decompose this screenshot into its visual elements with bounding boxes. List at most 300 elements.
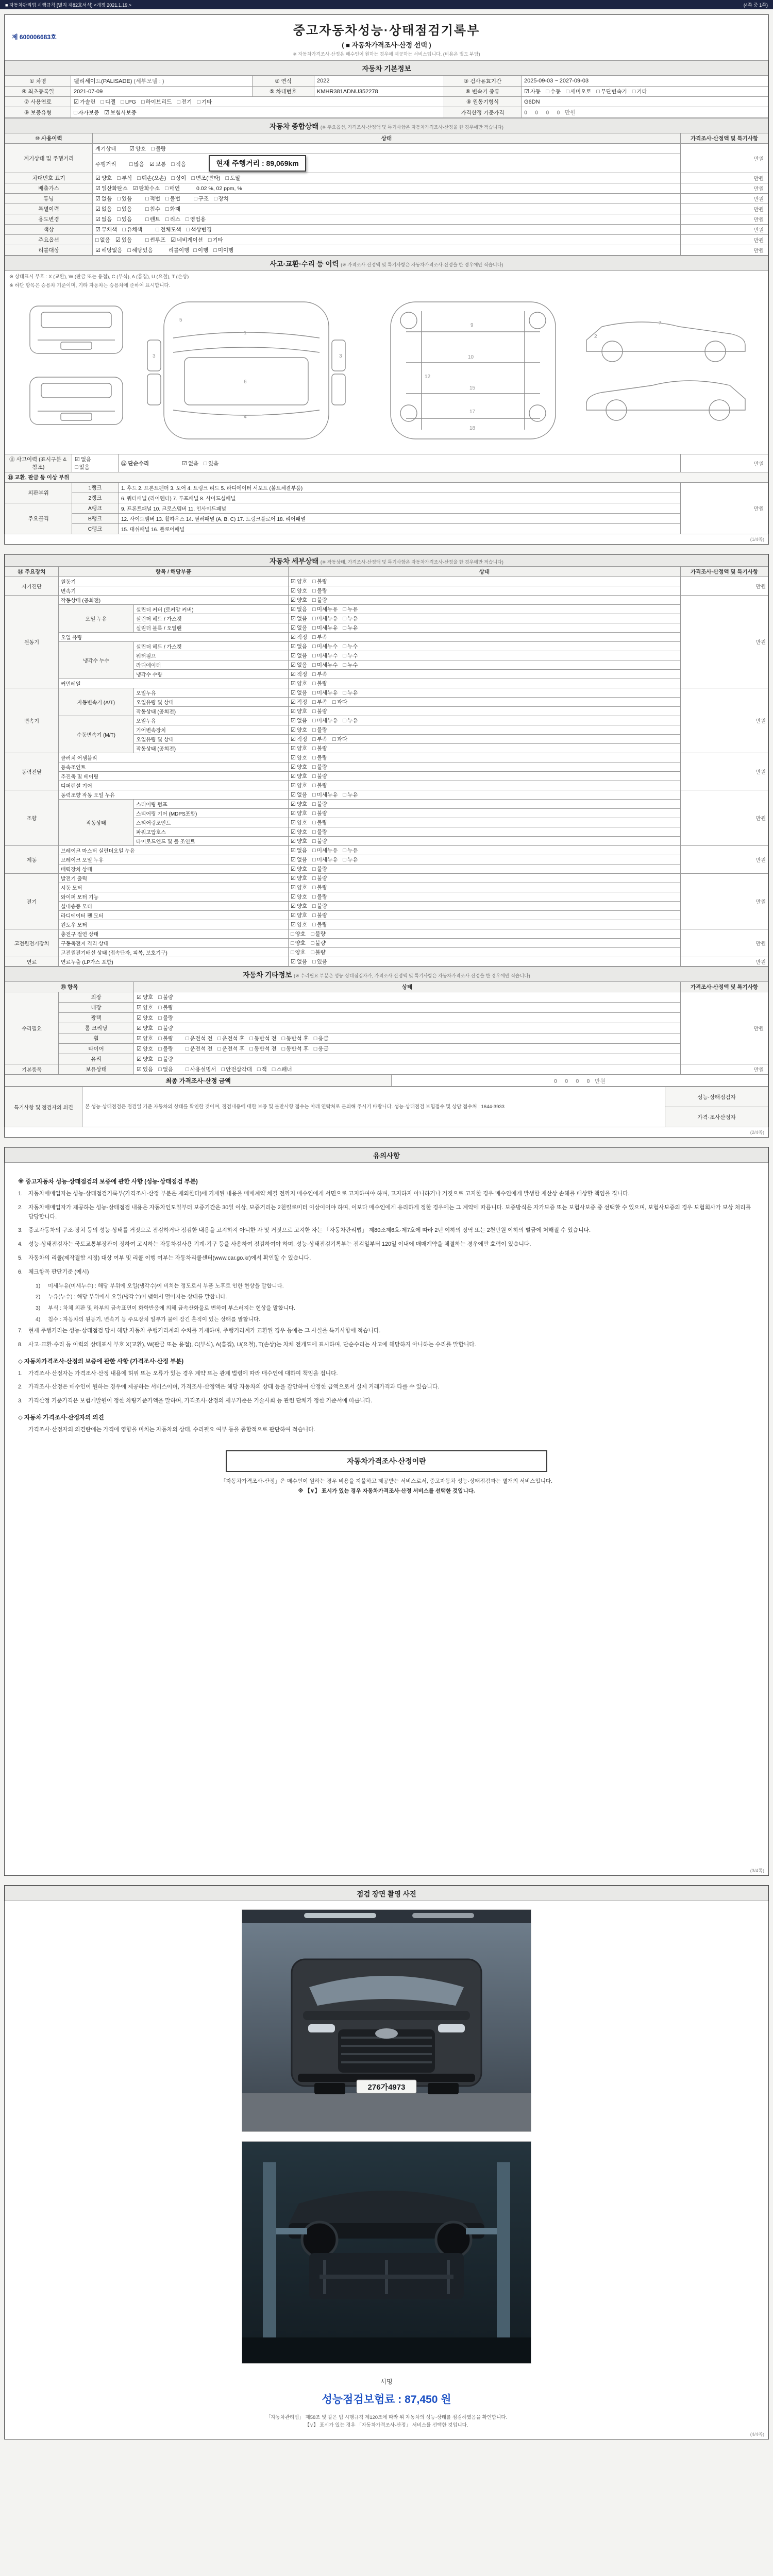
checkbox-option[interactable] [311, 948, 326, 956]
checked-box-icon: ☑ [291, 829, 296, 835]
device-group-label: 자기진단 [5, 577, 59, 596]
checkbox-option[interactable] [291, 874, 307, 882]
device-item: 오일누유 [134, 716, 289, 725]
checkbox-label: 누수 [347, 662, 358, 668]
device-sub-label: 냉각수 누수 [59, 642, 134, 679]
checkbox-option[interactable] [546, 88, 561, 95]
checkbox-option[interactable] [291, 930, 306, 938]
checkbox-option[interactable] [95, 174, 112, 182]
etc-row [5, 1054, 768, 1064]
checkbox-option[interactable] [291, 809, 307, 817]
recall-perform-label: 리콜이행 [168, 247, 190, 253]
checkbox-option[interactable] [158, 1065, 173, 1073]
checkbox-option[interactable] [291, 605, 307, 613]
checkbox-option[interactable] [312, 856, 338, 863]
checkbox-option[interactable] [291, 735, 307, 743]
checkbox-option[interactable] [312, 921, 327, 928]
overall-row [5, 245, 768, 256]
price-survey-select[interactable]: ( ■ 자동차가격조사·산정 선택 ) [342, 41, 431, 49]
checkbox-option[interactable] [311, 939, 326, 947]
checkbox-option[interactable] [177, 98, 192, 106]
checkbox-label: 양호 [101, 175, 112, 181]
checkbox-option[interactable] [291, 754, 307, 761]
checkbox-option[interactable] [191, 174, 220, 182]
checkbox-option[interactable] [291, 698, 307, 706]
checkbox-option[interactable] [291, 615, 307, 622]
rank-label: A랭크 [72, 503, 119, 514]
checkbox-option[interactable] [95, 205, 112, 213]
checked-box-icon: ☑ [291, 885, 296, 891]
checkbox-option[interactable] [291, 893, 307, 901]
checkbox-option[interactable] [343, 791, 358, 799]
checkbox-option[interactable] [145, 236, 165, 244]
checkbox-label: 없음 [296, 848, 308, 854]
checkbox-label: 동반석 후 [286, 1046, 309, 1052]
checkbox-option[interactable] [343, 642, 358, 650]
checkbox-option[interactable] [74, 109, 99, 116]
checkbox-label: 불량 [315, 940, 326, 946]
checkbox-label: 침수 [149, 206, 161, 212]
checkbox-option[interactable] [291, 587, 307, 595]
checkbox-option[interactable] [197, 98, 212, 106]
checkbox-option[interactable] [291, 689, 307, 697]
checkbox-option[interactable] [182, 460, 198, 467]
checkbox-option[interactable] [312, 893, 327, 901]
status-cell [134, 1013, 681, 1023]
checkbox-label: 양호 [142, 1036, 154, 1042]
device-item: 브레이크 마스터 실린더오일 누유 [59, 846, 289, 855]
empty-box-icon: □ [257, 1066, 261, 1073]
checked-box-icon: ☑ [95, 175, 100, 181]
col-status: 상태 [134, 982, 681, 992]
checkbox-option[interactable] [312, 865, 327, 873]
accident-history-table [5, 256, 768, 534]
status-cell [289, 772, 681, 781]
checkbox-label: 미세누수 [316, 653, 338, 659]
checkbox-option[interactable] [291, 865, 307, 873]
empty-box-icon: □ [312, 718, 316, 724]
checkbox-label: 양호 [142, 1005, 154, 1011]
checkbox-option[interactable] [291, 726, 307, 734]
checkbox-option[interactable] [121, 99, 136, 105]
checked-box-icon: ☑ [291, 783, 296, 789]
checkbox-option[interactable] [117, 205, 132, 213]
checkbox-label: 없음 [99, 237, 110, 243]
checkbox-option[interactable] [343, 856, 358, 863]
checkbox-option[interactable] [312, 605, 338, 613]
checkbox-option[interactable] [75, 463, 90, 471]
checkbox-label: 누유 [347, 718, 358, 724]
checkbox-option[interactable] [291, 911, 307, 919]
device-item: 디퍼렌셜 기어 [59, 781, 289, 790]
checkbox-option[interactable] [312, 726, 327, 734]
checkbox-option[interactable] [312, 958, 327, 965]
checkbox-option[interactable] [291, 596, 307, 604]
checkbox-label: 없음 [296, 857, 308, 863]
checkbox-option[interactable] [291, 642, 307, 650]
checkbox-label: 무채색 [101, 227, 117, 233]
checkbox-option[interactable] [291, 800, 307, 808]
checkbox-option[interactable] [222, 1065, 252, 1073]
usage-history-label: 특별이력 [5, 204, 93, 214]
checkbox-option[interactable] [158, 1035, 173, 1042]
rank-items: 9. 프론트패널 10. 크로스멤버 11. 인사이드패널 [119, 503, 681, 514]
checkbox-option[interactable] [145, 205, 160, 213]
checkbox-option[interactable] [343, 689, 358, 697]
detail-row [5, 911, 768, 920]
panel-page-number: (2/4쪽) [750, 1130, 764, 1135]
checkbox-label: 썬루프 [149, 237, 166, 243]
checkbox-option[interactable] [249, 1045, 276, 1053]
checkbox-option[interactable] [312, 772, 327, 780]
checkbox-option[interactable] [312, 754, 327, 761]
value-vin: KMHR381ADNU352278 [314, 87, 444, 97]
checkbox-label: 불량 [316, 708, 328, 715]
checkbox-option[interactable] [75, 455, 91, 463]
checkbox-option[interactable] [596, 88, 627, 95]
checkbox-option[interactable] [291, 837, 307, 845]
checkbox-option[interactable] [312, 874, 327, 882]
checkbox-option[interactable] [291, 846, 307, 854]
checkbox-option[interactable] [312, 902, 327, 910]
price-cell: 만원 [681, 225, 768, 235]
checkbox-option[interactable] [312, 809, 327, 817]
empty-box-icon: □ [312, 857, 316, 863]
checkbox-option[interactable] [151, 145, 166, 152]
checkbox-option[interactable] [149, 160, 166, 168]
empty-box-icon: □ [137, 175, 141, 181]
checkbox-option[interactable] [137, 1024, 153, 1032]
checkbox-option[interactable] [291, 652, 307, 659]
checkbox-option[interactable] [312, 624, 338, 632]
empty-box-icon: □ [546, 89, 549, 95]
checkbox-option[interactable] [312, 707, 327, 715]
checkbox-option[interactable] [291, 921, 307, 928]
checkbox-option[interactable] [291, 578, 307, 585]
price-cell: 만원 [681, 183, 768, 194]
detail-condition-table [5, 554, 768, 967]
checkbox-option[interactable] [343, 846, 358, 854]
svg-text:10: 10 [468, 354, 474, 360]
detail-row [5, 883, 768, 892]
checkbox-option[interactable] [291, 680, 307, 687]
checkbox-option[interactable] [291, 948, 306, 956]
checkbox-option[interactable] [137, 1014, 153, 1022]
checkbox-option[interactable] [291, 707, 307, 715]
checkbox-option[interactable] [214, 195, 229, 202]
checkbox-label: 상이 [176, 175, 187, 181]
checkbox-option[interactable] [343, 605, 358, 613]
checkbox-label: 응급 [318, 1036, 329, 1042]
checkbox-option[interactable] [272, 1065, 292, 1073]
checkbox-option[interactable] [632, 88, 647, 95]
checkbox-option[interactable] [158, 1004, 173, 1011]
checkbox-option[interactable] [213, 246, 233, 254]
checkbox-option[interactable] [291, 884, 307, 891]
checkbox-option[interactable] [129, 160, 144, 168]
state-mark-legend: ※ 상태표시 부호 : X (교환), W (판금 또는 용접), C (부식), A (흠집), U (요철), T (손상) [9, 274, 189, 280]
inspector-signature-cell[interactable]: 성능·상태점검자 [665, 1087, 768, 1107]
checkbox-option[interactable] [291, 744, 307, 752]
checkbox-option[interactable] [127, 246, 153, 254]
checkbox-option[interactable] [291, 624, 307, 632]
empty-box-icon: □ [165, 206, 169, 212]
empty-box-icon: □ [312, 597, 316, 603]
checkbox-option[interactable] [156, 226, 181, 233]
checkbox-option[interactable] [282, 1035, 309, 1042]
checked-box-icon: ☑ [524, 89, 529, 95]
checkbox-option[interactable] [312, 578, 327, 585]
device-item: 작동상태 (공회전) [134, 744, 289, 753]
checkbox-option[interactable] [165, 184, 180, 192]
checkbox-option[interactable] [100, 98, 115, 106]
checkbox-option[interactable] [171, 174, 186, 182]
checkbox-option[interactable] [312, 680, 327, 687]
checkbox-option[interactable] [117, 174, 132, 182]
empty-box-icon: □ [165, 196, 169, 202]
checkbox-option[interactable] [312, 911, 327, 919]
notice-item: 2. 가격조사·산정은 매수인이 원하는 경우에 제공하는 서비스이며, 가격조사·산정액은 해당 자동차의 상태 등을 감안하여 산정한 금액으로서 실제 거래가격과 다를 수 있습니다. [18, 1384, 440, 1391]
checkbox-option[interactable] [291, 670, 307, 678]
checkbox-option[interactable] [291, 763, 307, 771]
checkbox-option[interactable] [312, 800, 327, 808]
checkbox-option[interactable] [311, 930, 326, 938]
checkbox-option[interactable] [524, 88, 541, 95]
checkbox-option[interactable] [137, 1035, 153, 1042]
checkbox-label: 없음 [296, 625, 308, 631]
checkbox-label: 불량 [316, 773, 328, 779]
empty-box-icon: □ [312, 875, 316, 882]
checkbox-option[interactable] [291, 856, 307, 863]
checkbox-option[interactable] [312, 846, 338, 854]
checked-box-icon: ☑ [291, 764, 296, 770]
checkbox-label: 없음 [296, 959, 308, 965]
checkbox-option[interactable] [104, 109, 137, 116]
checkbox-option[interactable] [312, 633, 327, 641]
panel-section-label: 외판부위 [5, 483, 72, 503]
checkbox-option[interactable] [137, 1065, 153, 1073]
checkbox-option[interactable] [312, 763, 327, 771]
checkbox-option[interactable] [314, 1035, 329, 1042]
price-cell: 만원 [681, 204, 768, 214]
rank-row [5, 483, 768, 493]
checkbox-option[interactable] [312, 689, 338, 697]
checkbox-option[interactable] [186, 215, 206, 223]
checkbox-option[interactable] [312, 652, 338, 659]
checkbox-option[interactable] [312, 596, 327, 604]
checkbox-option[interactable] [95, 184, 128, 192]
checkbox-option[interactable] [291, 828, 307, 836]
checkbox-option[interactable] [332, 735, 347, 743]
checkbox-option[interactable] [204, 460, 219, 467]
checkbox-option[interactable] [194, 195, 209, 202]
checkbox-option[interactable] [158, 1045, 173, 1053]
checkbox-option[interactable] [137, 174, 166, 182]
checkbox-option[interactable] [158, 1014, 173, 1022]
checkbox-option[interactable] [95, 226, 117, 233]
checkbox-option[interactable] [158, 993, 173, 1001]
checkbox-option[interactable] [312, 828, 327, 836]
checkbox-label: 불량 [316, 885, 328, 891]
checkbox-label: 매연 [169, 185, 180, 192]
checkbox-option[interactable] [208, 236, 223, 244]
status-cell [289, 957, 681, 967]
checkbox-option[interactable] [314, 1045, 329, 1053]
empty-box-icon: □ [312, 727, 316, 733]
checkbox-option[interactable] [117, 215, 132, 223]
checkbox-option[interactable] [312, 717, 338, 724]
status-cell [289, 660, 681, 670]
checkbox-option[interactable] [343, 615, 358, 622]
signature-label[interactable]: 서명 [380, 2378, 393, 2385]
empty-box-icon: □ [312, 616, 316, 622]
checkbox-option[interactable] [95, 236, 110, 244]
label-exchange-parts: ⑬ 교환, 판금 등 이상 부위 [5, 472, 768, 483]
checkbox-option[interactable] [193, 246, 208, 254]
checkbox-option[interactable] [291, 717, 307, 724]
checked-box-icon: ☑ [291, 857, 296, 863]
checkbox-option[interactable] [343, 624, 358, 632]
checkbox-option[interactable] [343, 661, 358, 669]
checkbox-option[interactable] [158, 1024, 173, 1032]
panel-detail-condition [4, 554, 769, 1138]
checked-box-icon: ☑ [291, 745, 296, 752]
checkbox-label: 운전석 후 [222, 1036, 245, 1042]
checkbox-option[interactable] [186, 1045, 212, 1053]
checkbox-option[interactable] [312, 884, 327, 891]
label-accident-history: ⑪ 사고이력 (표시구분 4.참조) [5, 454, 72, 472]
checkbox-label: 양호 [296, 597, 308, 603]
etc-item: 타이어 [59, 1044, 134, 1054]
checkbox-option[interactable] [332, 698, 347, 706]
checkbox-option[interactable] [249, 1035, 276, 1042]
checkbox-option[interactable] [171, 160, 186, 168]
checkbox-option[interactable] [117, 195, 132, 202]
status-cell [134, 992, 681, 1003]
checkbox-option[interactable] [312, 744, 327, 752]
checkbox-option[interactable] [291, 782, 307, 789]
checkbox-label: 불량 [316, 894, 328, 900]
checkbox-option[interactable] [137, 1004, 153, 1011]
checkbox-option[interactable] [291, 772, 307, 780]
checkbox-option[interactable] [217, 1035, 244, 1042]
checkbox-option[interactable] [291, 958, 307, 965]
checkbox-option[interactable] [133, 184, 160, 192]
checkbox-label: 변조(변타) [195, 175, 221, 181]
checkbox-option[interactable] [165, 205, 180, 213]
detail-row [5, 633, 768, 642]
checkbox-option[interactable] [291, 819, 307, 826]
notice-item: 5. 자동차의 리콜(제작결함 시정) 대상 여부 및 리콜 이행 여부는 자동차리콜센터(www.car.go.kr)에서 확인할 수 있습니다. [18, 1255, 311, 1262]
checkbox-label: 없음 [296, 690, 308, 696]
checkbox-option[interactable] [137, 1055, 153, 1063]
checkbox-option[interactable] [145, 215, 160, 223]
checkbox-option[interactable] [291, 661, 307, 669]
checkbox-option[interactable] [226, 174, 241, 182]
checkbox-option[interactable] [312, 735, 327, 743]
checkbox-option[interactable] [312, 587, 327, 595]
checkbox-option[interactable] [312, 642, 338, 650]
checkbox-option[interactable] [122, 226, 142, 233]
checkbox-option[interactable] [291, 902, 307, 910]
empty-box-icon: □ [313, 1036, 317, 1042]
checkbox-option[interactable] [312, 791, 338, 799]
final-price-table [5, 1075, 768, 1087]
checkbox-option[interactable] [312, 670, 327, 678]
checkbox-option[interactable] [158, 1055, 173, 1063]
empty-box-icon: □ [165, 216, 169, 223]
checkbox-option[interactable] [217, 1045, 244, 1053]
checkbox-option[interactable] [257, 1065, 267, 1073]
checkbox-option[interactable] [312, 661, 338, 669]
notice-items [18, 1190, 755, 1350]
detail-row [5, 596, 768, 605]
checkbox-option[interactable] [95, 246, 122, 254]
device-item: 원동기 [59, 577, 289, 586]
checkbox-option[interactable] [165, 215, 180, 223]
checkbox-option[interactable] [312, 819, 327, 826]
status-cell [289, 651, 681, 660]
checkbox-label: 있음 [316, 959, 328, 965]
checkbox-option[interactable] [343, 652, 358, 659]
device-item: 실린더 블록 / 오일팬 [134, 623, 289, 633]
checkbox-option[interactable] [137, 1045, 153, 1053]
checkbox-option[interactable] [74, 98, 95, 106]
checkbox-option[interactable] [186, 1065, 216, 1073]
checkbox-option[interactable] [312, 837, 327, 845]
checked-box-icon: ☑ [95, 216, 100, 223]
checkbox-label: 부식 [121, 175, 132, 181]
checked-box-icon: ☑ [291, 801, 296, 807]
checkbox-option[interactable] [129, 145, 146, 152]
checkbox-option[interactable] [95, 215, 112, 223]
checked-box-icon: ☑ [137, 1036, 142, 1042]
device-item: 기어변속장치 [134, 725, 289, 735]
overall-row [5, 194, 768, 204]
checkbox-option[interactable] [343, 717, 358, 724]
checkbox-option[interactable] [291, 633, 307, 641]
checkbox-option[interactable] [291, 939, 306, 947]
checkbox-option[interactable] [312, 782, 327, 789]
checkbox-option[interactable] [145, 195, 160, 202]
checkbox-option[interactable] [312, 698, 327, 706]
checkbox-option[interactable] [165, 195, 180, 202]
checked-box-icon: ☑ [291, 736, 296, 742]
svg-text:7: 7 [659, 320, 662, 326]
checkbox-option[interactable] [187, 226, 212, 233]
checkbox-label: 없음 [296, 616, 308, 622]
notice-item: 8. 사고·교환·수리 등 이력의 상태표시 부호 X(교환), W(판금 또는 용접), C(부식), A(흠집), U(요철), T(손상)는 차체 전개도에 표시하며, 단순수리는 사고에 해당하지 아니하는 수리를 말합니다. [18, 1341, 476, 1348]
checkbox-option[interactable] [95, 195, 112, 202]
etc-row [5, 1023, 768, 1033]
checkbox-label: 불량 [316, 838, 328, 844]
appraiser-signature-cell[interactable]: 가격·조사산정자 [665, 1107, 768, 1127]
svg-text:17: 17 [469, 409, 476, 415]
checkbox-option[interactable] [186, 1035, 212, 1042]
checkbox-option[interactable] [282, 1045, 309, 1053]
checkbox-option[interactable] [312, 615, 338, 622]
detail-row [5, 874, 768, 883]
checkbox-option[interactable] [566, 88, 591, 95]
checkbox-option[interactable] [291, 791, 307, 799]
checkbox-option[interactable] [171, 236, 203, 244]
checkbox-option[interactable] [115, 236, 132, 244]
checkbox-option[interactable] [137, 993, 153, 1001]
checkbox-label: 누유 [347, 625, 358, 631]
checkbox-option[interactable] [141, 98, 172, 106]
col-status: 상태 [93, 133, 681, 144]
checkbox-label: 누수 [347, 643, 358, 650]
